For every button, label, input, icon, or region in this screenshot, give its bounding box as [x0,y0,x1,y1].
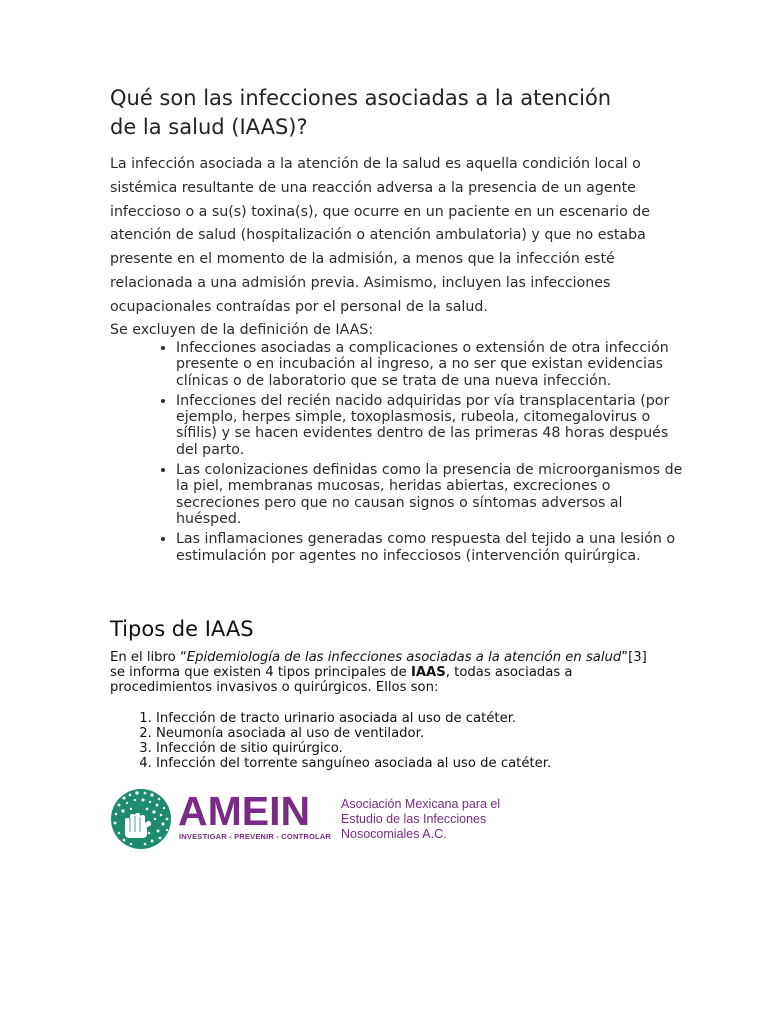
book-middle: ”[3] se informa que existen 4 tipos principales de [110,650,647,680]
book-paragraph [110,650,660,695]
amein-logo [110,788,510,850]
title-line-2: de la salud (IAAS)? [110,115,308,139]
exclusions-list [150,340,686,568]
logo-description [341,797,541,842]
logo-desc-line: Estudio de las Infecciones [341,812,487,826]
book-prefix: En el libro “ [110,650,187,665]
list-item: 2. Neumonía asociada al uso de ventilador. [156,726,676,741]
page-title [110,84,670,142]
section-heading: Tipos de IAAS [110,617,254,641]
list-item: 4. Infección del torrente sanguíneo asociada al uso de catéter. [156,756,676,771]
logo-wordmark: AMEIN [178,788,311,834]
logo-desc-line: Asociación Mexicana para el [341,797,501,811]
logo-tagline: INVESTIGAR - PREVENIR - CONTROLAR [179,832,332,841]
list-item: • Las inflamaciones generadas como respuesta del tejido a una lesión o estimulación por agentes no infecciosos (intervención quirúrgica. [176,531,686,564]
amein-emblem-icon [110,788,172,850]
intro-paragraph: La infección asociada a la atención de la salud es aquella condición local o sistémica resultante de una reacción adversa a la presencia de un agente infeccioso o a su(s) toxina(s), que ocurre en un paciente en un escenario de atención de salud (hospitalización o atención ambulatoria) y que no estaba presente en el momento de la admisión, a menos que la infección esté relacionada a una admisión previa. Asimismo, incluyen las infecciones ocupacionales contraídas por el personal de la salud. [110,156,651,315]
book-suffix: , todas asociadas a procedimientos invasivos o quirúrgicos. Ellos son: [110,665,573,695]
types-list [130,711,676,771]
logo-desc-line: Nosocomiales A.C. [341,827,447,841]
exclusions-intro: Se excluyen de la definición de IAAS: [110,322,374,338]
list-item: 3. Infección de sitio quirúrgico. [156,741,676,756]
list-item: • Infecciones del recién nacido adquiridas por vía transplacentaria (por ejemplo, herpes simple, toxoplasmosis, rubeola, citomegalovirus o sífilis) y se hacen evidentes dentro de las primeras 48 horas después del parto. [176,393,686,458]
book-bold: IAAS [410,665,446,680]
book-title: Epidemiología de las infecciones asociadas a la atención en salud [186,650,622,665]
list-item: • Infecciones asociadas a complicaciones o extensión de otra infección presente o en incubación al ingreso, a no ser que existan evidencias clínicas o de laboratorio que se trata de una nueva infección. [176,340,686,389]
list-item: • Las colonizaciones definidas como la presencia de microorganismos de la piel, membranas mucosas, heridas abiertas, excreciones o secreciones pero que no causan signos o síntomas adversos al huésped. [176,462,686,527]
title-line-1: Qué son las infecciones asociadas a la atención [110,86,612,110]
list-item: 1. Infección de tracto urinario asociada al uso de catéter. [156,711,676,726]
